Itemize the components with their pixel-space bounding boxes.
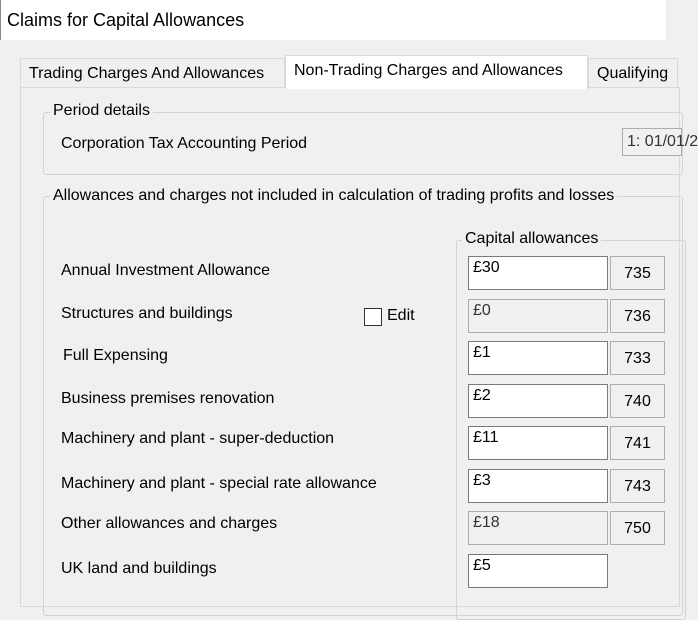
- uk-land-buildings-input[interactable]: £5: [468, 554, 608, 588]
- box-number-733: 733: [610, 341, 665, 375]
- tab-strip: [0, 58, 669, 88]
- box-number-740: 740: [610, 384, 665, 418]
- structures-buildings-label: Structures and buildings: [61, 305, 233, 322]
- tab-non-trading-charges[interactable]: Non-Trading Charges and Allowances: [285, 55, 588, 89]
- window-title: Claims for Capital Allowances: [7, 10, 245, 30]
- other-allowances-field: £18: [468, 511, 608, 545]
- edit-checkbox-label: Edit: [387, 307, 415, 324]
- tab-qualifying[interactable]: Qualifying: [588, 58, 678, 88]
- structures-buildings-field: £0: [468, 299, 608, 333]
- box-number-736: 736: [610, 299, 665, 333]
- full-expensing-label: Full Expensing: [63, 347, 168, 364]
- annual-investment-allowance-label: Annual Investment Allowance: [61, 262, 271, 279]
- edit-checkbox[interactable]: [364, 308, 382, 326]
- accounting-period-label: Corporation Tax Accounting Period: [61, 135, 308, 152]
- other-allowances-label: Other allowances and charges: [61, 515, 278, 532]
- super-deduction-label: Machinery and plant - super-deduction: [61, 430, 335, 447]
- allowances-caption: Allowances and charges not included in calculation of trading profits and losses: [50, 187, 617, 205]
- box-number-741: 741: [610, 426, 665, 460]
- tab-trading-charges[interactable]: Trading Charges And Allowances: [20, 58, 285, 88]
- business-premises-renovation-input[interactable]: £2: [468, 384, 608, 418]
- full-expensing-input[interactable]: £1: [468, 341, 608, 375]
- window-titlebar: [0, 0, 666, 40]
- box-number-743: 743: [610, 469, 665, 503]
- super-deduction-input[interactable]: £11: [468, 426, 608, 460]
- period-details-caption: Period details: [50, 102, 153, 120]
- capital-allowances-caption: Capital allowances: [462, 230, 601, 248]
- uk-land-buildings-label: UK land and buildings: [61, 560, 217, 577]
- box-number-750: 750: [610, 511, 665, 545]
- accounting-period-field[interactable]: 1: 01/01/2: [622, 128, 682, 156]
- box-number-735: 735: [610, 256, 665, 290]
- business-premises-renovation-label: Business premises renovation: [61, 390, 275, 407]
- special-rate-allowance-label: Machinery and plant - special rate allowance: [61, 475, 377, 492]
- special-rate-allowance-input[interactable]: £3: [468, 469, 608, 503]
- annual-investment-allowance-input[interactable]: £30: [468, 256, 608, 290]
